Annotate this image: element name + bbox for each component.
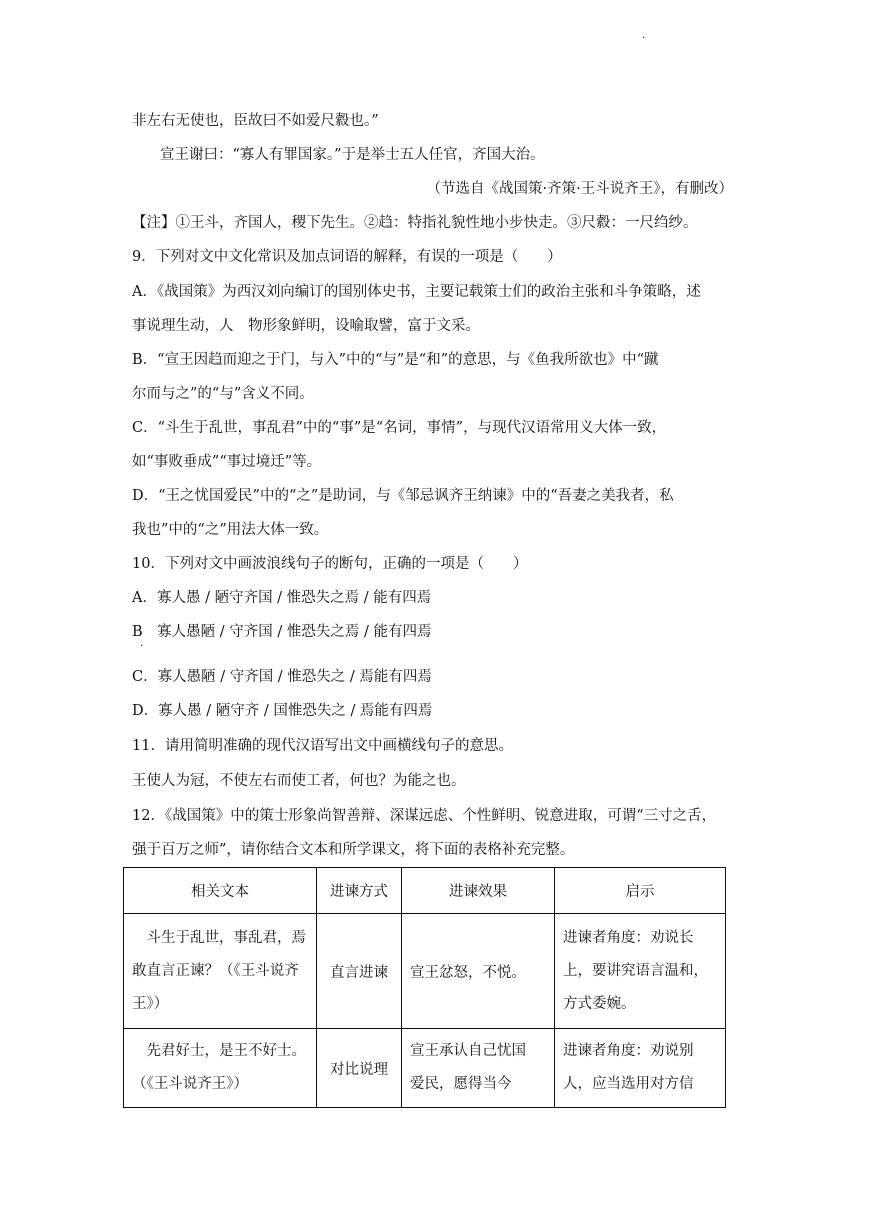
question-10-option-c: C．寡人愚陋 / 守齐国 / 惟恐失之 / 焉能有四焉	[132, 669, 432, 685]
question-9-option-b-cont: 尔而与之”的“与”含义不同。	[132, 386, 314, 402]
table-cell-text: 斗生于乱世，事乱君，焉 敢直言正谏？（《王斗说齐 王》）	[124, 914, 317, 1029]
passage-line: 非左右无使也，臣故曰不如爱尺縠也。”	[132, 113, 379, 129]
question-10-option-a: A．寡人愚 / 陋守齐国 / 惟恐失之焉 / 能有四焉	[132, 590, 432, 606]
question-9-option-b: B．“宣王因趋而迎之于门，与入”中的“与”是“和”的意思，与《鱼我所欲也》中“蹴	[132, 352, 659, 368]
question-9-option-c-cont: 如“事败垂成”“事过境迁”等。	[132, 454, 322, 470]
table-header: 相关文本	[124, 868, 317, 914]
question-11-sentence: 王使人为冠，不使左右而使工者，何也？为能之也。	[132, 773, 466, 789]
table-cell-method: 对比说理	[317, 1029, 402, 1108]
table-cell-effect: 宣王忿怒，不悦。	[402, 914, 555, 1029]
header-mark: ·	[642, 33, 646, 44]
question-9-option-c: C．“斗生于乱世，事乱君”中的“事”是“名词，事情”，与现代汉语常用义大体一致，	[132, 420, 667, 436]
passage-line: 宣王谢曰：“寡人有罪国家。”于是举士五人任官，齐国大治。	[160, 147, 545, 163]
table-cell-insight: 进谏者角度：劝说别 人，应当选用对方信	[555, 1029, 726, 1108]
question-9-option-a: A．《战国策》为西汉刘向编订的国别体史书，主要记载策士们的政治主张和斗争策略，述	[132, 284, 701, 300]
table-cell-insight: 进谏者角度：劝说长 上，要讲究语言温和， 方式委婉。	[555, 914, 726, 1029]
question-12-stem: 12．《战国策》中的策士形象尚智善辩、深谋远虑、个性鲜明、锐意进取，可谓“三寸之舌，	[132, 808, 717, 824]
question-9-stem: 9．下列对文中文化常识及加点词语的解释，有误的一项是（ ）	[132, 249, 562, 265]
table-header: 启示	[555, 868, 726, 914]
table-row	[124, 1029, 726, 1108]
question-12-stem-cont: 强于百万之师”，请你结合文本和所学课文，将下面的表格补充完整。	[132, 842, 575, 858]
question-10-stem: 10．下列对文中画波浪线句子的断句，正确的一项是（ ）	[132, 556, 528, 572]
table-cell-effect: 宣王承认自己忧国 爱民，愿得当今	[402, 1029, 555, 1108]
question-9-option-d-cont: 我也”中的“之”用法大体一致。	[132, 522, 329, 538]
passage-note: 【注】①王斗，齐国人，稷下先生。②趋：特指礼貌性地小步快走。③尺縠：一尺绉纱。	[132, 215, 698, 231]
question-10-option-b: B 寡人愚陋 / 守齐国 / 惟恐失之焉 / 能有四焉	[132, 624, 432, 640]
answer-table	[123, 867, 726, 1108]
option-b-dot: ·	[140, 641, 144, 652]
table-header-row	[124, 868, 726, 914]
table-cell-text: 先君好士，是王不好士。 （《王斗说齐王》）	[124, 1029, 317, 1108]
table-header: 进谏方式	[317, 868, 402, 914]
question-9-option-d: D．“王之忧国爱民”中的“之”是助词，与《邹忌讽齐王纳谏》中的“吾妻之美我者，私	[132, 488, 674, 504]
table-cell-method: 直言进谏	[317, 914, 402, 1029]
question-9-option-a-cont: 事说理生动，人 物形象鲜明，设喻取譬，富于文采。	[132, 318, 480, 334]
table-header: 进谏效果	[402, 868, 555, 914]
table-row	[124, 914, 726, 1029]
question-10-option-d: D．寡人愚 / 陋守齐 / 国惟恐失之 / 焉能有四焉	[132, 703, 433, 719]
passage-source: （节选自《战国策·齐策·王斗说齐王》，有删改）	[426, 181, 733, 197]
question-11-stem: 11．请用简明准确的现代汉语写出文中画横线句子的意思。	[132, 738, 513, 754]
